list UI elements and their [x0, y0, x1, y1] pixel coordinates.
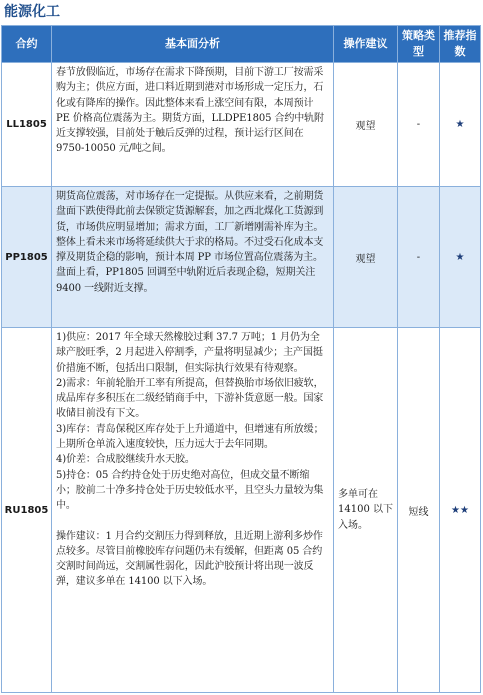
- rating-stars: ★: [440, 63, 481, 187]
- strategy-type: -: [398, 63, 440, 187]
- analysis-paragraph: 操作建议：1 月合约交割压力得到释放，且近期上游利多炒作点较多。尽管目前橡胶库存问题仍未有缓解，但距离 05 合约交割时间尚远，交割属性弱化，因此沪胶预计将出现一波反弹，建议多单在 14100 以下入场。: [56, 530, 323, 588]
- advice-text: 观望: [334, 63, 398, 187]
- paragraph-spacer: [56, 514, 328, 529]
- analysis-paragraph: 2)需求：年前轮胎开工率有所提高，但替换胎市场依旧疲软，成品库存多积压在二级经销商手中，下游补货意愿一般。国家收储目前没有下文。: [56, 377, 324, 420]
- analysis-paragraph: 3)库存：青岛保税区库存处于上升通道中，但增速有所放缓；上期所仓单流入速度较快，压力远大于去年同期。: [56, 423, 324, 451]
- recommendation-table: [1, 25, 481, 693]
- header-contract: 合约: [2, 26, 52, 63]
- advice-text: 观望: [334, 187, 398, 328]
- table-row: [2, 187, 481, 328]
- section-title: 能源化工: [4, 4, 60, 20]
- contract-code: LL1805: [2, 63, 52, 187]
- rating-stars: ★: [440, 187, 481, 328]
- strategy-type: 短线: [398, 328, 440, 693]
- analysis-text: 期货高位震荡，对市场存在一定提振。从供应来看，之前期货盘面下跌使得此前去保锁定货源解套，加之西北煤化工货源到货，市场供应明显增加；需求方面，工厂新增刚需补库为主。整体上看未来市场将延续供大于求的格局。不过受石化成本支撑及期货企稳的影响，预计本周 PP 市场位置高位震荡为主。盘面上看，PP1805 回调至中轨附近后表现企稳，短期关注 9400 一线附近支撑。: [52, 187, 334, 328]
- analysis-text: [52, 328, 334, 693]
- header-advice: 操作建议: [334, 26, 398, 63]
- header-analysis: 基本面分析: [52, 26, 334, 63]
- header-rating: 推荐指数: [440, 26, 481, 63]
- analysis-paragraph: 4)价差：合成胶继续升水天胶。: [56, 454, 195, 466]
- strategy-type: -: [398, 187, 440, 328]
- table-header-row: [2, 26, 481, 63]
- header-strategy: 策略类型: [398, 26, 440, 63]
- advice-text: 多单可在 14100 以下入场。: [334, 328, 398, 693]
- rating-stars: ★★: [440, 328, 481, 693]
- table-row: [2, 63, 481, 187]
- table-row: [2, 328, 481, 693]
- analysis-paragraph: 5)持仓：05 合约持仓处于历史绝对高位，但成交量不断缩小；胶前二十净多持仓处于历史较低水平，且空头力量较为集中。: [56, 469, 324, 512]
- analysis-text: 春节放假临近，市场存在需求下降预期，目前下游工厂按需采购为主；供应方面，进口料近期到港对市场形成一定压力，石化或有降库的操作。因此整体来看上涨空间有限，本周预计 PE 价格高位震荡为主。期货方面，LLDPE1805 合约中轨附近支撑较强，目前处于触后反弹的过程，预计运行区间在 9750-10050 元/吨之间。: [52, 63, 334, 187]
- analysis-paragraph: 1)供应：2017 年全球天然橡胶过剩 37.7 万吨；1 月仍为全球产胶旺季，2 月起进入停割季，产量将明显减少；主产国挺价措施不断，包括出口限制，但实际执行效果有待观察。: [56, 332, 323, 374]
- contract-code: PP1805: [2, 187, 52, 328]
- contract-code: RU1805: [2, 328, 52, 693]
